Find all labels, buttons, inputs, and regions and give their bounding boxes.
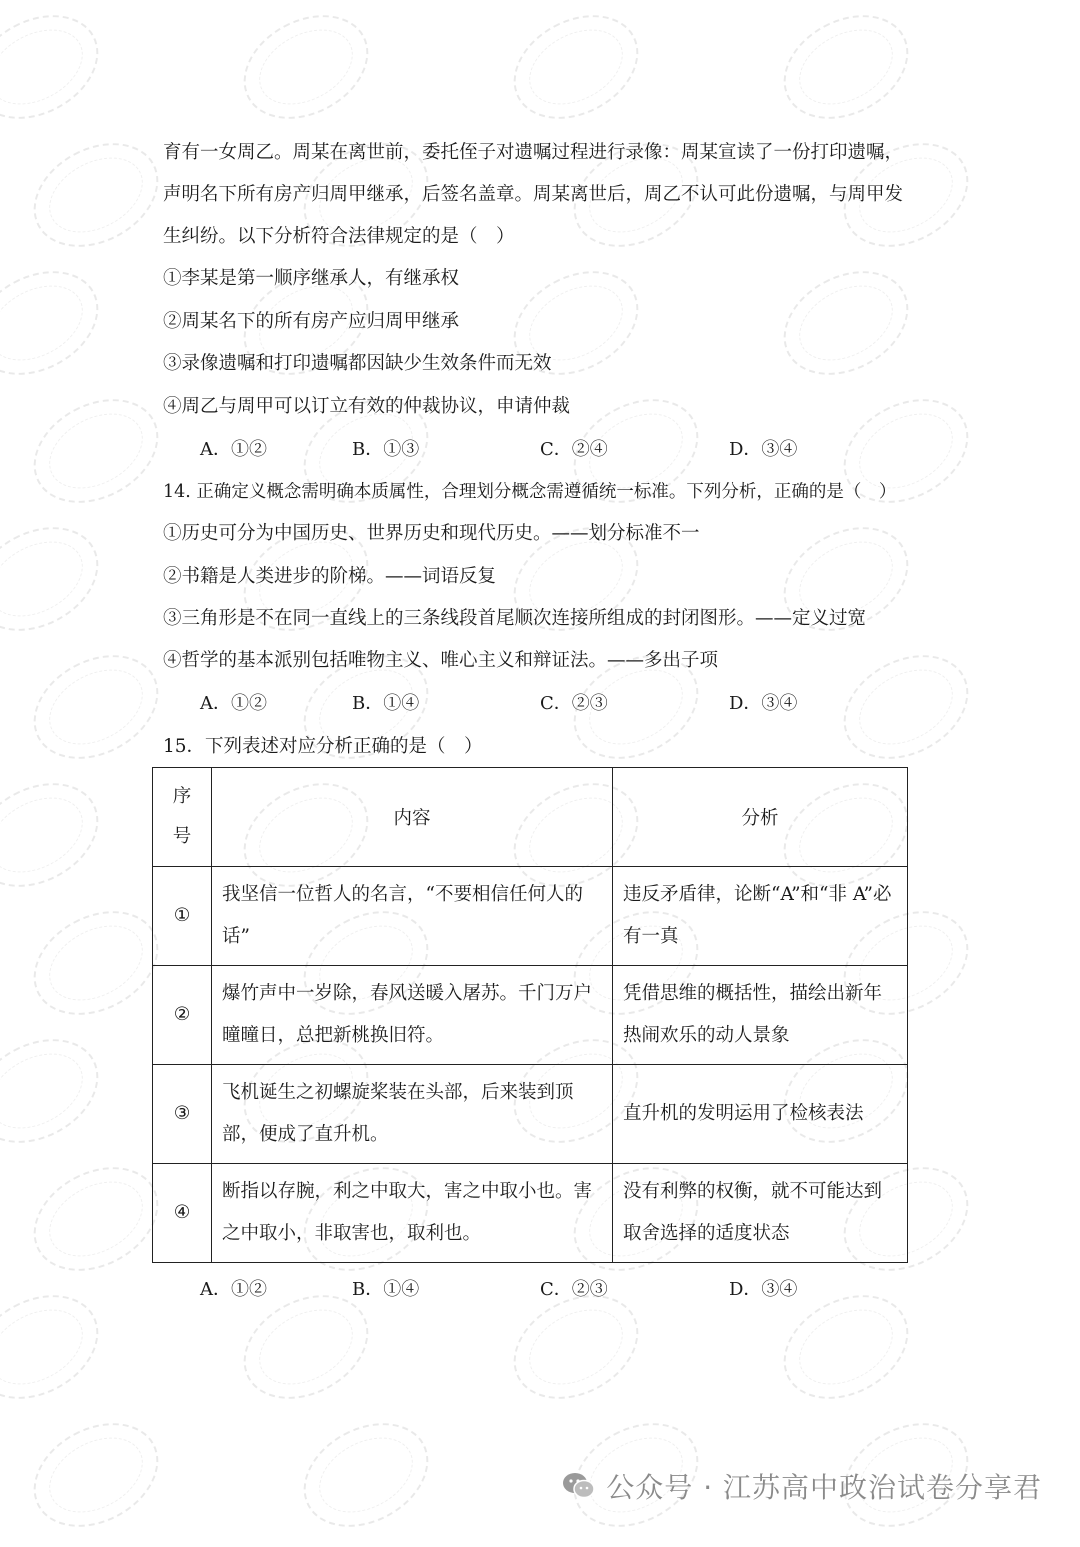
row-analysis: 没有利弊的权衡，就不可能达到取舍选择的适度状态 [613, 1164, 908, 1263]
row-content: 飞机诞生之初螺旋桨装在头部，后来装到顶部，便成了直升机。 [212, 1065, 613, 1164]
q14-statement-2: ②书籍是人类进步的阶梯。——词语反复 [163, 566, 497, 587]
watermark-stamp [0, 507, 116, 652]
table-row [153, 1164, 908, 1263]
header-number [153, 768, 212, 867]
watermark-stamp [496, 0, 657, 139]
q13-statement-1: ①李某是第一顺序继承人，有继承权 [163, 268, 460, 289]
q13-option-a[interactable]: A．①② [200, 439, 267, 460]
watermark-stamp [16, 635, 177, 780]
row-number: ② [153, 966, 212, 1065]
row-analysis: 违反矛盾律，论断“A”和“非 A”必有一真 [613, 867, 908, 966]
watermark-stamp [226, 0, 387, 139]
q14-statement-3: ③三角形是不在同一直线上的三条线段首尾顺次连接所组成的封闭图形。——定义过宽 [163, 608, 867, 629]
header-number-line-1: 序 [172, 786, 192, 807]
q14-statement-4: ④哲学的基本派别包括唯物主义、唯心主义和辩证法。——多出子项 [163, 650, 719, 671]
q13-line-2: 声明名下所有房产归周甲继承，后签名盖章。周某离世后，周乙不认可此份遗嘱，与周甲发 [163, 184, 904, 205]
watermark-stamp [0, 251, 116, 396]
header-number-line-2: 号 [172, 826, 192, 847]
q15-stem: 15．下列表述对应分析正确的是（ ） [163, 736, 483, 757]
watermark-stamp [0, 1019, 116, 1164]
watermark-stamp [16, 379, 177, 524]
q15-option-d[interactable]: D．③④ [729, 1279, 798, 1300]
q14-statement-1: ①历史可分为中国历史、世界历史和现代历史。——划分标准不一 [163, 523, 700, 544]
q13-line-3: 生纠纷。以下分析符合法律规定的是（ ） [163, 226, 515, 247]
q13-line-1: 育有一女周乙。周某在离世前，委托侄子对遗嘱过程进行录像：周某宣读了一份打印遗嘱， [163, 142, 904, 163]
footer-account[interactable] [562, 1466, 1042, 1506]
q14-option-c[interactable]: C．②③ [540, 693, 608, 714]
watermark-stamp [286, 1403, 447, 1547]
watermark-stamp [0, 763, 116, 908]
row-analysis: 凭借思维的概括性，描绘出新年热闹欢乐的动人景象 [613, 966, 908, 1065]
q14-option-b[interactable]: B．①④ [352, 693, 420, 714]
table-row [153, 1065, 908, 1164]
watermark-stamp [826, 635, 987, 780]
table-header-row [153, 768, 908, 867]
q13-statement-3: ③录像遗嘱和打印遗嘱都因缺少生效条件而无效 [163, 353, 552, 374]
footer-text: 公众号 · 江苏高中政治试卷分享君 [606, 1471, 1042, 1504]
header-analysis: 分析 [613, 768, 908, 867]
watermark-stamp [0, 1275, 116, 1420]
q15-option-b[interactable]: B．①④ [352, 1279, 420, 1300]
q15-option-c[interactable]: C．②③ [540, 1279, 608, 1300]
q14-option-d[interactable]: D．③④ [729, 693, 798, 714]
q13-statement-4: ④周乙与周甲可以订立有效的仲裁协议，申请仲裁 [163, 396, 571, 417]
q14-option-a[interactable]: A．①② [200, 693, 267, 714]
q15-table [152, 767, 908, 1263]
row-content: 我坚信一位哲人的名言，“不要相信任何人的话” [212, 867, 613, 966]
q13-option-b[interactable]: B．①③ [352, 439, 420, 460]
row-content: 爆竹声中一岁除，春风送暖入屠苏。千门万户曈曈日，总把新桃换旧符。 [212, 966, 613, 1065]
wechat-icon [562, 1472, 596, 1500]
watermark-stamp [16, 1403, 177, 1547]
header-content: 内容 [212, 768, 613, 867]
q14-stem: 14. 正确定义概念需明确本质属性，合理划分概念需遵循统一标准。下列分析，正确的是（ ） [163, 482, 897, 502]
table-row [153, 966, 908, 1065]
row-number: ③ [153, 1065, 212, 1164]
watermark-stamp [0, 0, 116, 139]
watermark-stamp [766, 251, 927, 396]
watermark-stamp [16, 123, 177, 268]
row-content: 断指以存腕，利之中取大，害之中取小也。害之中取小，非取害也，取利也。 [212, 1164, 613, 1263]
watermark-stamp [766, 0, 927, 139]
row-analysis: 直升机的发明运用了检核表法 [613, 1065, 908, 1164]
q13-option-d[interactable]: D．③④ [729, 439, 798, 460]
row-number: ④ [153, 1164, 212, 1263]
q15-option-a[interactable]: A．①② [200, 1279, 267, 1300]
table-row [153, 867, 908, 966]
row-number: ① [153, 867, 212, 966]
q13-statement-2: ②周某名下的所有房产应归周甲继承 [163, 311, 460, 332]
q13-option-c[interactable]: C．②④ [540, 439, 608, 460]
